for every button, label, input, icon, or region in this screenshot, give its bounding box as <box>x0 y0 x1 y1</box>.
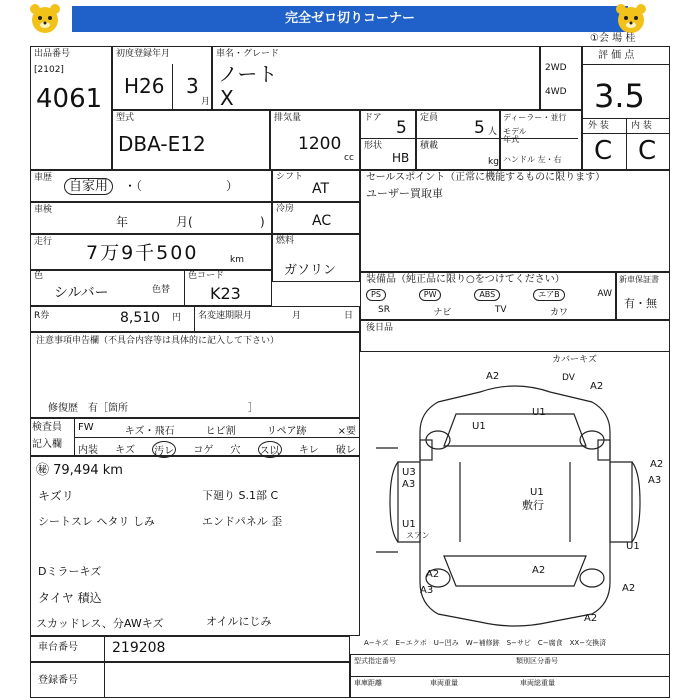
displacement-unit: cc <box>344 153 354 163</box>
rating-ext-label: 外 装 <box>588 121 609 131</box>
spec-type-no: 型式指定番号 <box>354 657 396 665</box>
drive-4wd: 4WD <box>545 87 567 97</box>
car-diagram <box>360 352 670 636</box>
divider <box>184 270 185 306</box>
hw-line5: スカッドレス、分AWキズ <box>36 617 164 630</box>
lot-sub: [2102] <box>34 65 64 75</box>
hw-odometer: ㊙ 79,494 km <box>36 463 123 478</box>
vehicle-no-label: 車台番号 <box>38 642 78 653</box>
car-name-value: ノート <box>218 62 278 86</box>
recycle-value: 8,510 <box>120 310 161 326</box>
sales-text: ユーザー買取車 <box>366 187 443 200</box>
color-code-value: K23 <box>210 284 241 303</box>
handle-label: ハンドル 左・右 <box>503 155 562 164</box>
insp-int-scratch: キズ <box>115 445 135 456</box>
spec-weight: 車両重量 <box>430 679 458 687</box>
insp-int-tear: 破レ <box>335 445 356 456</box>
drive-cell <box>540 46 582 110</box>
recycle-cell <box>30 306 360 332</box>
insp-int-cut: キレ <box>298 445 319 456</box>
equipment-label: 装備品（純正品に限り○をつけてください） <box>366 274 565 285</box>
aircon-value: AC <box>312 213 332 229</box>
shape-label: 形状 <box>364 141 383 151</box>
rating-label: 評 価 点 <box>598 50 635 61</box>
reg-no-cell <box>30 662 350 698</box>
shift-value: AT <box>312 181 330 197</box>
equip-ps: PS <box>366 289 386 301</box>
hw-line3: Dミラーキズ <box>38 565 102 578</box>
vehicle-no-cell <box>30 636 350 662</box>
mark-u1-roof: U1 <box>530 487 544 498</box>
dealer-label: ディーラー・並行 <box>503 113 567 122</box>
mark-a2-rl: A2 <box>426 569 440 580</box>
fuel-label: 燃料 <box>276 236 295 246</box>
mark-roof-note: 敷行 <box>522 499 544 512</box>
color-label: 色 <box>34 271 44 281</box>
deadline-label: 名変速期限月 <box>198 311 253 321</box>
mark-u1-rear: U1 <box>402 519 416 530</box>
mark-a3-right: A3 <box>648 475 662 486</box>
mileage-label: 走行 <box>34 237 53 247</box>
owner-rest: ・（ ） <box>124 179 239 193</box>
equip-pw: PW <box>419 289 442 301</box>
divider <box>582 64 670 65</box>
mark-a2-center: A2 <box>532 565 546 576</box>
hw-line4: タイヤ 積込 <box>38 591 102 605</box>
mark-a3-left: A3 <box>402 479 416 490</box>
warranty-label: 新車保証書 <box>619 275 659 284</box>
insp-int-burn: コゲ <box>193 445 214 456</box>
handwritten-area <box>30 456 360 636</box>
recycle-unit: 円 <box>172 313 182 323</box>
mark-a2-top2: A2 <box>590 381 604 392</box>
corner-note: ①会 場 桂 <box>590 33 636 44</box>
model-value: DBA-E12 <box>118 132 206 156</box>
aircon-label: 冷房 <box>276 204 295 214</box>
rating-ext-value: C <box>594 136 613 166</box>
first-reg-year: H26 <box>124 74 165 98</box>
insp-interior: 内装 <box>78 445 98 456</box>
equip-navi: ナビ <box>433 308 452 318</box>
inspector-label2: 記入欄 <box>32 439 62 450</box>
mileage-value: 7万9千500 <box>86 242 199 264</box>
insp-crack: ヒビ割 <box>205 426 236 437</box>
car-grade-value: X <box>220 86 234 110</box>
capacity-label: 定員 <box>420 113 439 123</box>
insp-scratch-chip: キズ・飛石 <box>124 426 175 437</box>
mark-a2-rr: A2 <box>622 583 636 594</box>
model-year-label: モデル 年式 <box>503 127 527 144</box>
rating-int-value: C <box>638 136 657 166</box>
equipment-row2 <box>378 305 568 318</box>
inspection-close: ) <box>260 215 265 229</box>
doors-value: 5 <box>396 118 407 138</box>
fuel-value: ガソリン <box>284 263 337 278</box>
mark-u1-bottom: U1 <box>626 541 640 552</box>
equipment-row1 <box>366 289 612 301</box>
bear-mascot-right-icon <box>614 2 648 36</box>
vehicle-no-value: 219208 <box>112 640 166 656</box>
owner-value-text: 自家用 <box>69 179 109 194</box>
divider <box>194 306 195 332</box>
mark-a3-rear: A3 <box>420 585 434 596</box>
doors-label: ドア <box>364 113 382 123</box>
owner-label: 車歴 <box>34 173 53 183</box>
hw-right2: エンドパネル 歪 <box>202 515 283 528</box>
divider <box>74 437 360 438</box>
inspection-year: 年 <box>116 215 129 229</box>
mileage-unit: km <box>230 255 244 265</box>
displacement-label: 排気量 <box>274 113 302 123</box>
warranty-value: 有・無 <box>624 297 657 310</box>
reg-no-label: 登録番号 <box>38 675 78 686</box>
equip-tv: TV <box>494 305 507 315</box>
lot-number: 4061 <box>36 84 103 114</box>
rating-value: 3.5 <box>594 77 645 115</box>
model-label: 型式 <box>116 113 135 123</box>
color-code-label: 色コード <box>188 271 225 281</box>
insp-repair-trace: リペア跡 <box>266 426 307 437</box>
divider <box>172 64 173 110</box>
hw-line1: キズリ <box>38 489 74 503</box>
spec-gross-weight: 車両総重量 <box>520 679 555 687</box>
mark-a2-top: A2 <box>486 371 500 382</box>
capacity-unit: 人 <box>488 127 498 137</box>
bear-mascot-left-icon <box>28 2 62 36</box>
notes-label: 注意事項申告欄（不具合内容等は具体的に記入して下さい） <box>36 336 280 346</box>
hw-right1: 下廻り S.1部 C <box>202 489 279 502</box>
color-change-label: 色替 <box>152 285 171 295</box>
inspector-row1 <box>78 422 356 437</box>
insp-int-hole: 穴 <box>230 445 241 456</box>
insp-int-stain: 汚レ <box>152 441 176 458</box>
sales-cell <box>360 170 670 272</box>
rear-seat-cell <box>360 320 670 352</box>
car-name-label: 車名・グレード <box>216 49 280 59</box>
divider <box>350 676 670 677</box>
color-value: シルバー <box>54 285 109 301</box>
recycle-label: R券 <box>34 311 50 321</box>
corner-banner: 完全ゼロ切りコーナー <box>72 6 628 32</box>
mark-a2-bottom: A2 <box>584 613 598 624</box>
spec-class-no: 類別区分番号 <box>516 657 558 665</box>
mark-cover-scratch: カバーキズ <box>552 355 597 365</box>
shape-value: HB <box>392 151 410 165</box>
owner-value <box>64 178 113 195</box>
mark-u1-left: U1 <box>472 421 486 432</box>
first-reg-label: 初度登録年月 <box>116 49 171 59</box>
equip-sr: SR <box>378 305 390 315</box>
shift-label: シフト <box>276 172 304 182</box>
first-reg-month: 3 <box>186 74 199 98</box>
hw-line2: シートスレ ヘタリ しみ <box>38 515 155 528</box>
mark-a2-right: A2 <box>650 459 664 470</box>
inspection-label: 車検 <box>34 205 53 215</box>
capacity-value: 5 <box>474 118 485 138</box>
deadline-day: 日 <box>344 311 354 321</box>
equip-abs: ABS <box>474 289 500 301</box>
drive-2wd: 2WD <box>545 63 567 73</box>
load-label: 積載 <box>420 141 439 151</box>
inspection-month: 月( <box>176 215 193 229</box>
spec-garage: 車庫距離 <box>354 679 382 687</box>
equip-aw: AW <box>597 289 612 299</box>
rear-seat-label: 後日品 <box>366 323 394 333</box>
hw-right3: オイルにじみ <box>206 615 272 628</box>
load-unit: kg <box>488 157 499 167</box>
rating-int-label: 内 装 <box>631 121 652 131</box>
mark-u1-hood: U1 <box>532 407 546 418</box>
sales-label: セールスポイント（正常に機能するものに限ります） <box>366 172 606 183</box>
first-reg-month-unit: 月 <box>201 97 211 107</box>
deadline-month: 月 <box>292 311 302 321</box>
equip-airbag: エアB <box>533 289 565 301</box>
mark-spring: スアン <box>406 531 430 540</box>
insp-int-wear: ス以 <box>258 441 282 458</box>
mark-dv: DV <box>562 373 575 383</box>
inspector-label1: 検査員 <box>32 422 62 433</box>
damage-legend: A−キズ E−エクボ U−凹み W−補修跡 S−サビ C−腐食 XX−交換済 <box>364 639 607 647</box>
insp-required: ×要 <box>337 426 356 437</box>
lot-label: 出品番号 <box>34 49 71 59</box>
inspection-cell <box>30 202 272 234</box>
insp-fw: FW <box>78 422 94 433</box>
divider <box>626 118 627 170</box>
repair-history: 修復歴 有［箇所 ］ <box>48 403 258 414</box>
equip-kawa: カワ <box>549 308 568 318</box>
displacement-value: 1200 <box>298 134 342 154</box>
mark-u3: U3 <box>402 467 416 478</box>
